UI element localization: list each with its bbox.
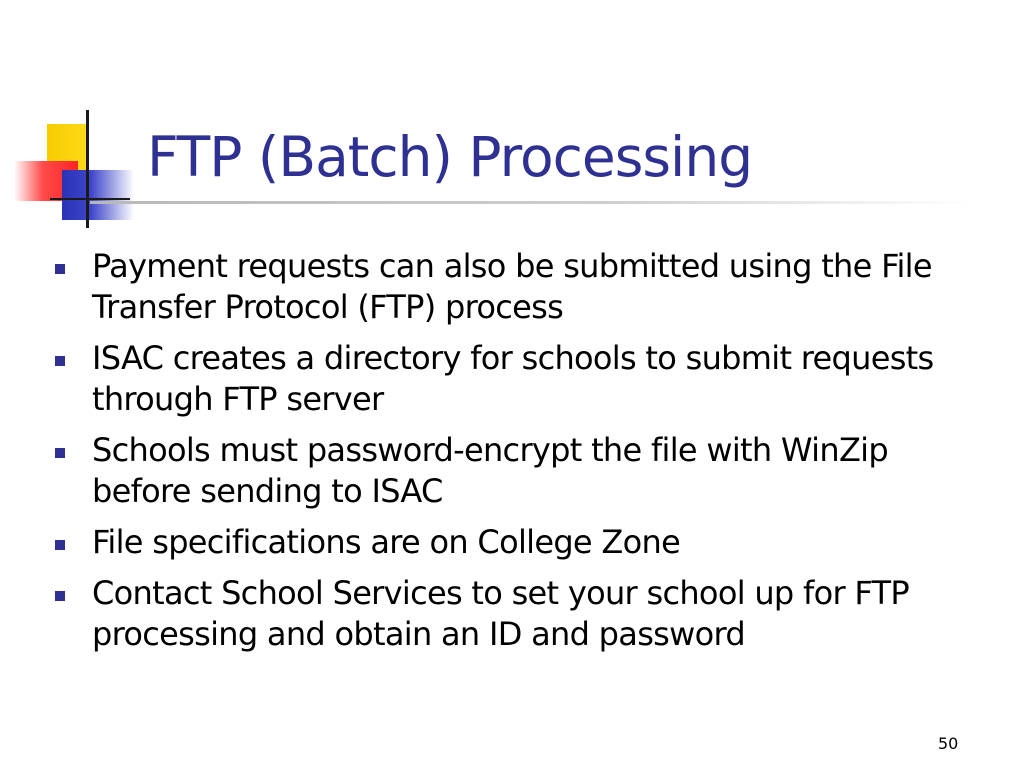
bullet-item <box>55 430 995 512</box>
bullet-text: File specifications are on College Zone <box>92 523 681 561</box>
blue-square <box>62 170 134 220</box>
title-divider <box>90 201 970 204</box>
bullet-item <box>55 573 995 655</box>
slide-title: FTP (Batch) Processing <box>147 125 753 189</box>
square-bullet-icon <box>55 591 65 601</box>
logo-vertical-line <box>86 110 89 228</box>
bullet-list <box>55 246 995 665</box>
square-bullet-icon <box>55 540 65 550</box>
bullet-text: Schools must password-encrypt the file with WinZip before sending to ISAC <box>92 431 888 510</box>
decorative-squares-logo <box>0 0 160 240</box>
bullet-item <box>55 246 995 328</box>
page-number: 50 <box>938 734 959 753</box>
bullet-item <box>55 338 995 420</box>
square-bullet-icon <box>55 264 65 274</box>
square-bullet-icon <box>55 356 65 366</box>
bullet-item <box>55 522 995 563</box>
bullet-text: Contact School Services to set your school up for FTP processing and obtain an ID and password <box>92 574 909 653</box>
square-bullet-icon <box>55 448 65 458</box>
logo-horizontal-line <box>50 198 130 200</box>
bullet-text: ISAC creates a directory for schools to submit requests through FTP server <box>92 339 934 418</box>
bullet-text: Payment requests can also be submitted using the File Transfer Protocol (FTP) process <box>92 247 932 326</box>
